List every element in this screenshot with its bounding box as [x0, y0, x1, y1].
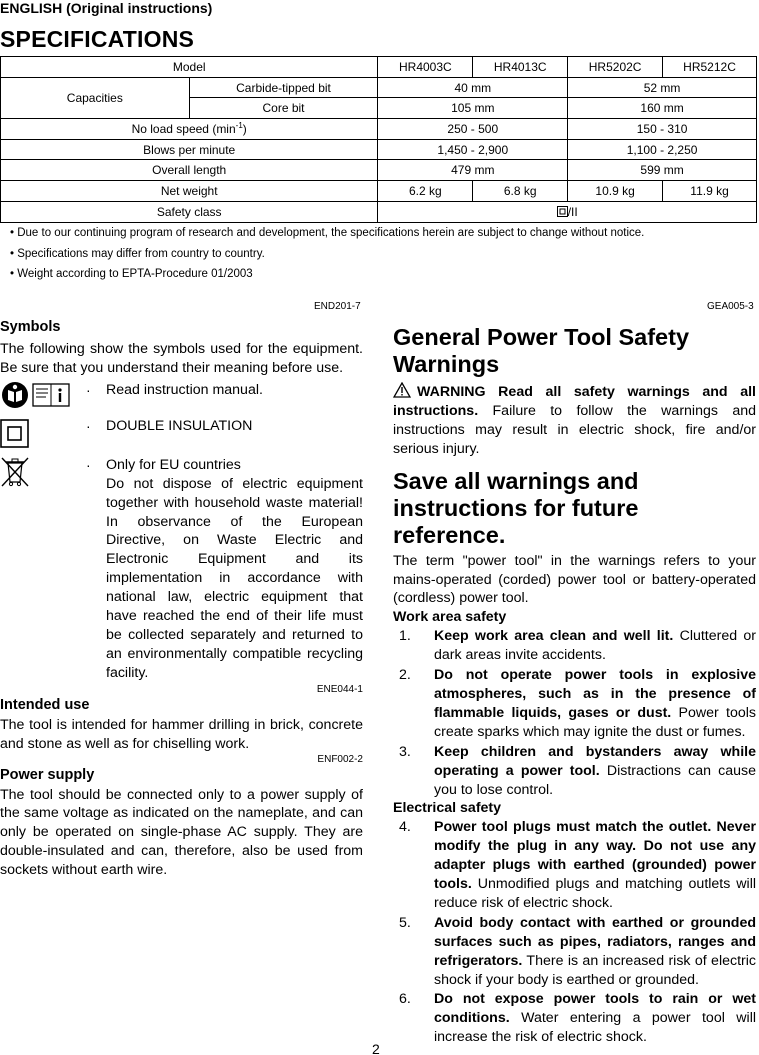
table-row: [1, 77, 757, 98]
table-row: [1, 139, 757, 160]
list-item: 4. Power tool plugs must match the outlet. Never modify the plug in any way. Do not use any adapter plugs with earthed (grounded) power tools. Unmodified plugs and matching outlets will reduce risk of electric shock.: [399, 819, 756, 911]
model-cell: HR5202C: [568, 57, 663, 78]
table-row: [1, 181, 757, 202]
core-bit-label: Core bit: [189, 98, 378, 119]
safety-class-value: /II: [378, 201, 757, 222]
bullet: ·: [86, 381, 91, 398]
warning-paragraph: WARNING Read all safety warnings and all instructions. Failure to follow the warnings and instructions may result in electric shock, fire and/or serious injury.: [393, 384, 756, 457]
weee-text: [106, 456, 363, 683]
language-heading: ENGLISH (Original instructions): [0, 0, 213, 16]
eu-only-text: Only for EU countries: [106, 456, 241, 473]
note-item: • Specifications may differ from country to country.: [10, 247, 265, 260]
table-cell: 250 - 500: [378, 119, 568, 140]
symbol-row-insulation: [0, 417, 363, 447]
net-weight-label: Net weight: [1, 181, 378, 202]
list-item: 2. Do not operate power tools in explosive atmospheres, such as in the presence of flammable liquids, gases or dust. Power tools create sparks which may ignite the dust or fumes.: [399, 667, 756, 740]
capacities-label: Capacities: [1, 77, 190, 118]
double-insulation-text: DOUBLE INSULATION: [106, 417, 253, 434]
list-item: 5. Avoid body contact with earthed or grounded surfaces such as pipes, radiators, ranges and refrigerators. There is an increased risk of electric shock if your body is earthed or grounded.: [399, 914, 756, 988]
table-cell: 10.9 kg: [568, 181, 663, 202]
bullet: ·: [86, 417, 91, 434]
crossed-bin-icon: [0, 456, 30, 488]
table-row: [1, 119, 757, 140]
model-label: Model: [1, 57, 378, 78]
no-load-speed-label: No load speed $(\min^{-1})$: [1, 119, 378, 140]
table-cell: 6.2 kg: [378, 181, 473, 202]
bullet: ·: [86, 456, 91, 473]
table-row: [1, 57, 757, 78]
table-cell: 160 mm: [568, 98, 757, 119]
code-end: END201-7: [314, 301, 361, 312]
overall-length-label: Overall length: [1, 160, 378, 181]
power-supply-text: The tool should be connected only to a power supply of the same voltage as indicated on the nameplate, and can only be operated on single-phase AC supply. They are double-insulated and can, therefore, also be used from sockets without earth wire.: [0, 786, 363, 879]
note-item: • Weight according to EPTA-Procedure 01/2003: [10, 268, 253, 281]
list-item: 6. Do not expose power tools to rain or wet conditions. Water entering a power tool will increase the risk of electric shock.: [399, 991, 756, 1046]
code-ene: ENE044-1: [316, 683, 363, 695]
table-cell: 599 mm: [568, 160, 757, 181]
symbols-title: Symbols: [0, 319, 61, 335]
left-column: [0, 318, 363, 880]
double-insulation-icon: [0, 419, 30, 449]
table-cell: 105 mm: [378, 98, 568, 119]
carbide-label: Carbide-tipped bit: [189, 77, 378, 98]
symbols-intro: The following show the symbols used for the equipment. Be sure that you understand their meaning before use.: [0, 341, 363, 376]
electrical-safety-title: Electrical safety: [393, 800, 502, 817]
spec-notes: [10, 223, 644, 285]
safety-warnings-title: General Power Tool Safety Warnings: [393, 324, 690, 377]
double-insulation-icon: [557, 206, 568, 217]
eu-disposal-text: Do not dispose of electric equipment together with household waste material! In observance of the European Directive, on Waste Electric and Electronic Equipment and its implementation in accordance with national law, electric equipment that have reached the end of their life must be collected separately and returned to an environmentally compatible recycling facility.: [106, 475, 363, 681]
table-cell: 11.9 kg: [663, 181, 757, 202]
save-warnings-title: Save all warnings and instructions for future reference.: [393, 467, 639, 548]
work-area-title: Work area safety: [393, 609, 507, 626]
warning-triangle-icon: [393, 382, 411, 398]
power-supply-title: Power supply: [0, 766, 95, 783]
code-gea: GEA005-3: [707, 301, 754, 312]
model-cell: HR5212C: [663, 57, 757, 78]
specifications-table: [0, 56, 757, 223]
table-row: [1, 201, 757, 222]
intended-use-text: The tool is intended for hammer drilling in brick, concrete and stone as well as for chiselling work.: [0, 716, 363, 752]
list-item: 3. Keep children and bystanders away while operating a power tool. Distractions can cause you to lose control.: [399, 743, 756, 798]
table-cell: 1,100 - 2,250: [568, 139, 757, 160]
read-manual-icon: [0, 381, 72, 411]
table-cell: 6.8 kg: [473, 181, 568, 202]
read-manual-text: Read instruction manual.: [106, 381, 263, 398]
table-cell: 150 - 310: [568, 119, 757, 140]
table-cell: 479 mm: [378, 160, 568, 181]
specifications-title: SPECIFICATIONS: [0, 26, 195, 52]
right-column: [393, 318, 756, 1047]
symbol-row-weee: [0, 456, 363, 683]
note-item: • Due to our continuing program of research and development, the specifications herein are subject to change without notice.: [10, 227, 645, 239]
table-row: [1, 160, 757, 181]
model-cell: HR4003C: [378, 57, 473, 78]
symbol-row-manual: [0, 381, 363, 411]
model-cell: HR4013C: [473, 57, 568, 78]
blows-label: Blows per minute: [1, 139, 378, 160]
table-cell: 40 mm: [378, 77, 568, 98]
code-enf: ENF002-2: [317, 753, 363, 765]
table-cell: 52 mm: [568, 77, 757, 98]
safety-class-label: Safety class: [1, 201, 378, 222]
power-tool-term-text: The term "power tool" in the warnings refers to your mains-operated (corded) power tool or battery-operated (cordless) power tool.: [393, 552, 756, 607]
table-cell: 1,450 - 2,900: [378, 139, 568, 160]
page-number: 2: [372, 1041, 380, 1055]
intended-use-title: Intended use: [0, 696, 90, 713]
list-item: 1. Keep work area clean and well lit. Cluttered or dark areas invite accidents.: [399, 628, 756, 664]
